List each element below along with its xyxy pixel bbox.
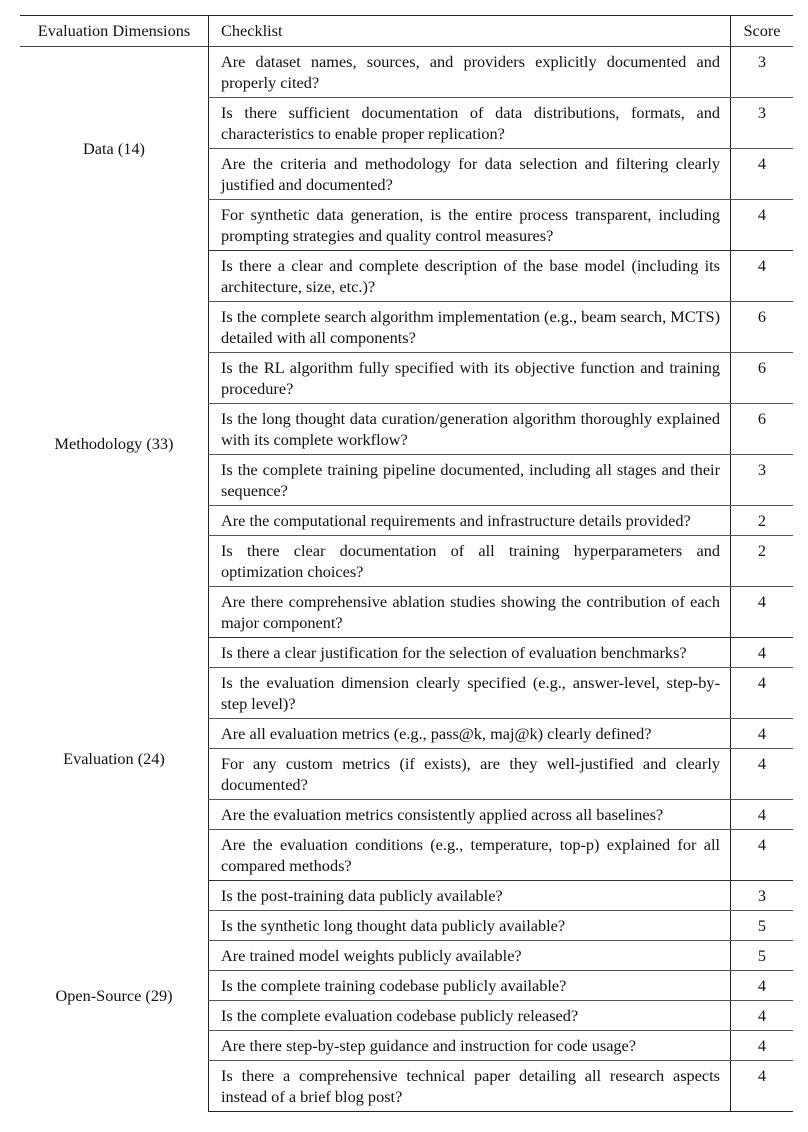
- checklist-question: Is there a clear and complete description of the base model (including its architecture, size, etc.)?: [221, 256, 720, 296]
- checklist-cell: [209, 536, 731, 587]
- header-checklist: Checklist: [209, 16, 731, 47]
- score-value: 4: [757, 205, 767, 224]
- score-cell: [731, 749, 794, 800]
- score-value: 5: [757, 916, 767, 935]
- score-value: 4: [757, 724, 767, 743]
- score-cell: [731, 941, 794, 971]
- checklist-cell: [209, 353, 731, 404]
- score-cell: [731, 719, 794, 749]
- score-cell: [731, 911, 794, 941]
- score-cell: [731, 830, 794, 881]
- score-cell: [731, 668, 794, 719]
- score-cell: [731, 98, 794, 149]
- score-cell: [731, 800, 794, 830]
- score-cell: [731, 881, 794, 911]
- score-cell: [731, 47, 794, 98]
- checklist-question: Is the evaluation dimension clearly specified (e.g., answer-level, step-by-step level)?: [221, 673, 720, 713]
- checklist-question: Is the long thought data curation/generation algorithm thoroughly explained with its complete workflow?: [221, 409, 720, 449]
- dimension-label: Data (14): [83, 138, 145, 158]
- score-cell: [731, 353, 794, 404]
- score-value: 4: [757, 1036, 767, 1055]
- checklist-cell: [209, 47, 731, 98]
- checklist-cell: [209, 98, 731, 149]
- score-value: 2: [757, 541, 767, 560]
- checklist-cell: [209, 1031, 731, 1061]
- dimension-label: Open-Source (29): [55, 986, 173, 1005]
- checklist-question: For any custom metrics (if exists), are they well-justified and clearly documented?: [221, 754, 720, 794]
- checklist-question: Is there a clear justification for the selection of evaluation benchmarks?: [221, 643, 687, 662]
- score-cell: [731, 587, 794, 638]
- checklist-cell: [209, 668, 731, 719]
- checklist-cell: [209, 251, 731, 302]
- score-cell: [731, 638, 794, 668]
- score-value: 4: [757, 1006, 767, 1025]
- checklist-cell: [209, 749, 731, 800]
- score-value: 6: [757, 358, 767, 377]
- checklist-question: Is the synthetic long thought data publicly available?: [221, 916, 566, 935]
- checklist-cell: [209, 638, 731, 668]
- table-row: [20, 251, 793, 302]
- checklist-cell: [209, 149, 731, 200]
- score-cell: [731, 971, 794, 1001]
- dimension-label: Evaluation (24): [63, 749, 165, 768]
- score-value: 4: [757, 154, 767, 173]
- score-value: 3: [757, 52, 767, 71]
- score-value: 4: [757, 835, 767, 854]
- checklist-question: Is the complete training pipeline documented, including all stages and their sequence?: [221, 460, 720, 500]
- table-row: [20, 881, 793, 911]
- score-value: 3: [757, 886, 767, 905]
- checklist-question: Are the evaluation conditions (e.g., temperature, top-p) explained for all compared methods?: [221, 835, 720, 875]
- checklist-question: Is the complete evaluation codebase publicly released?: [221, 1006, 579, 1025]
- score-value: 4: [757, 592, 767, 611]
- score-cell: [731, 455, 794, 506]
- checklist-question: Are the criteria and methodology for data selection and filtering clearly justified and documented?: [221, 154, 720, 194]
- checklist-question: Is the post-training data publicly available?: [221, 886, 503, 905]
- checklist-cell: [209, 587, 731, 638]
- checklist-cell: [209, 881, 731, 911]
- checklist-cell: [209, 1061, 731, 1112]
- score-value: 4: [757, 673, 767, 692]
- checklist-cell: [209, 1001, 731, 1031]
- evaluation-checklist-table: [20, 15, 793, 1112]
- table-row: [20, 638, 793, 668]
- checklist-cell: [209, 971, 731, 1001]
- score-value: 6: [757, 409, 767, 428]
- checklist-question: Is there sufficient documentation of data distributions, formats, and characteristics to enable proper replication?: [221, 103, 720, 143]
- header-row: [20, 16, 793, 47]
- score-value: 5: [757, 946, 767, 965]
- score-value: 4: [757, 976, 767, 995]
- score-cell: [731, 149, 794, 200]
- checklist-question: Are all evaluation metrics (e.g., pass@k, maj@k) clearly defined?: [221, 724, 652, 743]
- score-cell: [731, 1001, 794, 1031]
- checklist-question: Are there step-by-step guidance and instruction for code usage?: [221, 1036, 637, 1055]
- score-cell: [731, 251, 794, 302]
- checklist-question: Are the computational requirements and infrastructure details provided?: [221, 511, 691, 530]
- score-value: 4: [757, 256, 767, 275]
- checklist-cell: [209, 911, 731, 941]
- checklist-cell: [209, 302, 731, 353]
- checklist-cell: [209, 404, 731, 455]
- checklist-cell: [209, 941, 731, 971]
- checklist-question: Is there a comprehensive technical paper detailing all research aspects instead of a brief blog post?: [221, 1066, 720, 1106]
- score-cell: [731, 536, 794, 587]
- dimension-label: Methodology (33): [54, 434, 174, 453]
- score-cell: [731, 506, 794, 536]
- checklist-cell: [209, 800, 731, 830]
- checklist-cell: [209, 455, 731, 506]
- score-value: 4: [757, 754, 767, 773]
- header-score: Score: [731, 16, 794, 47]
- score-value: 4: [757, 643, 767, 662]
- checklist-cell: [209, 506, 731, 536]
- checklist-cell: [209, 719, 731, 749]
- checklist-question: Is there clear documentation of all training hyperparameters and optimization choices?: [221, 541, 720, 581]
- header-dimension: Evaluation Dimensions: [37, 21, 191, 40]
- checklist-question: For synthetic data generation, is the entire process transparent, including prompting strategies and quality control measures?: [221, 205, 720, 245]
- score-cell: [731, 302, 794, 353]
- checklist-question: Is the complete training codebase publicly available?: [221, 976, 567, 995]
- checklist-question: Are there comprehensive ablation studies showing the contribution of each major component?: [221, 592, 720, 632]
- score-value: 6: [757, 307, 767, 326]
- checklist-question: Are trained model weights publicly available?: [221, 946, 522, 965]
- score-value: 3: [757, 103, 767, 122]
- checklist-cell: [209, 200, 731, 251]
- checklist-question: Is the RL algorithm fully specified with its objective function and training procedure?: [221, 358, 720, 398]
- checklist-cell: [209, 830, 731, 881]
- table-row: [20, 47, 793, 98]
- score-cell: [731, 1031, 794, 1061]
- score-value: 2: [757, 511, 767, 530]
- checklist-question: Are dataset names, sources, and providers explicitly documented and properly cited?: [221, 52, 720, 92]
- checklist-question: Is the complete search algorithm implementation (e.g., beam search, MCTS) detailed with all components?: [221, 307, 720, 347]
- score-value: 4: [757, 805, 767, 824]
- checklist-question: Are the evaluation metrics consistently applied across all baselines?: [221, 805, 664, 824]
- score-value: 3: [757, 460, 767, 479]
- score-cell: [731, 200, 794, 251]
- score-value: 4: [757, 1066, 767, 1085]
- score-cell: [731, 1061, 794, 1112]
- score-cell: [731, 404, 794, 455]
